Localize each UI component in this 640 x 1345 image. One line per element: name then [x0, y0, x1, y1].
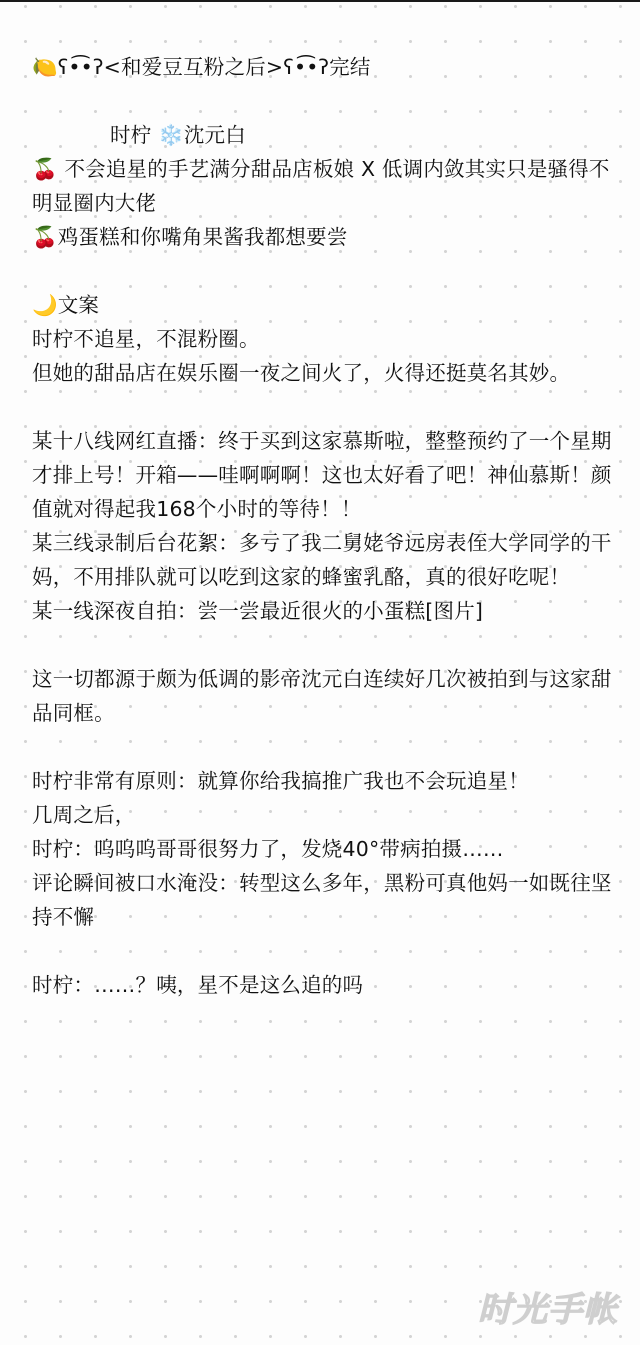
blank-line — [32, 730, 620, 764]
paragraph-2: 但她的甜品店在娱乐圈一夜之间火了，火得还挺莫名其妙。 — [32, 361, 571, 385]
paragraph-11: 时柠：……？咦，星不是这么追的吗 — [32, 973, 364, 997]
paragraph-6: 这一切都源于颇为低调的影帝沈元白连续好几次被拍到与这家甜品同框。 — [32, 667, 612, 725]
copy-heading: 🌙文案 — [32, 293, 100, 317]
paragraph-10: 评论瞬间被口水淹没：转型这么多年，黑粉可真他妈一如既往坚持不懈 — [32, 871, 612, 929]
blank-line — [32, 628, 620, 662]
paragraph-4: 某三线录制后台花絮：多亏了我二舅姥爷远房表侄大学同学的干妈，不用排队就可以吃到这家的蜂蜜乳酪，真的很好吃呢！ — [32, 531, 612, 589]
paragraph-8: 几周之后， — [32, 803, 136, 827]
tagline-1: 🍒 不会追星的手艺满分甜品店板娘 X 低调内敛其实只是骚得不明显圈内大佬 — [32, 157, 610, 215]
paragraph-5: 某一线深夜自拍：尝一尝最近很火的小蛋糕[图片] — [32, 599, 484, 623]
paragraph-9: 时柠：呜呜呜哥哥很努力了，发烧40°带病拍摄…… — [32, 837, 504, 861]
blank-line — [32, 390, 620, 424]
blank-line — [32, 254, 620, 288]
post-title: 🍋ʕ•͡•ʔ<和爱豆互粉之后>ʕ•͡•ʔ完结 — [32, 55, 371, 79]
character-names: 时柠 ❄️沈元白 — [110, 123, 246, 147]
paragraph-1: 时柠不追星，不混粉圈。 — [32, 327, 260, 351]
note-content — [32, 50, 620, 1002]
paragraph-3: 某十八线网红直播：终于买到这家慕斯啦，整整预约了一个星期才排上号！开箱——哇啊啊啊！这也太好看了吧！神仙慕斯！颜值就对得起我168个小时的等待！！ — [32, 429, 612, 521]
blank-line — [32, 84, 620, 118]
top-divider — [0, 0, 640, 2]
tagline-2: 🍒鸡蛋糕和你嘴角果酱我都想要尝 — [32, 225, 348, 249]
blank-line — [32, 934, 620, 968]
app-watermark: 时光手帐 — [478, 1290, 618, 1330]
paragraph-7: 时柠非常有原则：就算你给我搞推广我也不会玩追星！ — [32, 769, 529, 793]
